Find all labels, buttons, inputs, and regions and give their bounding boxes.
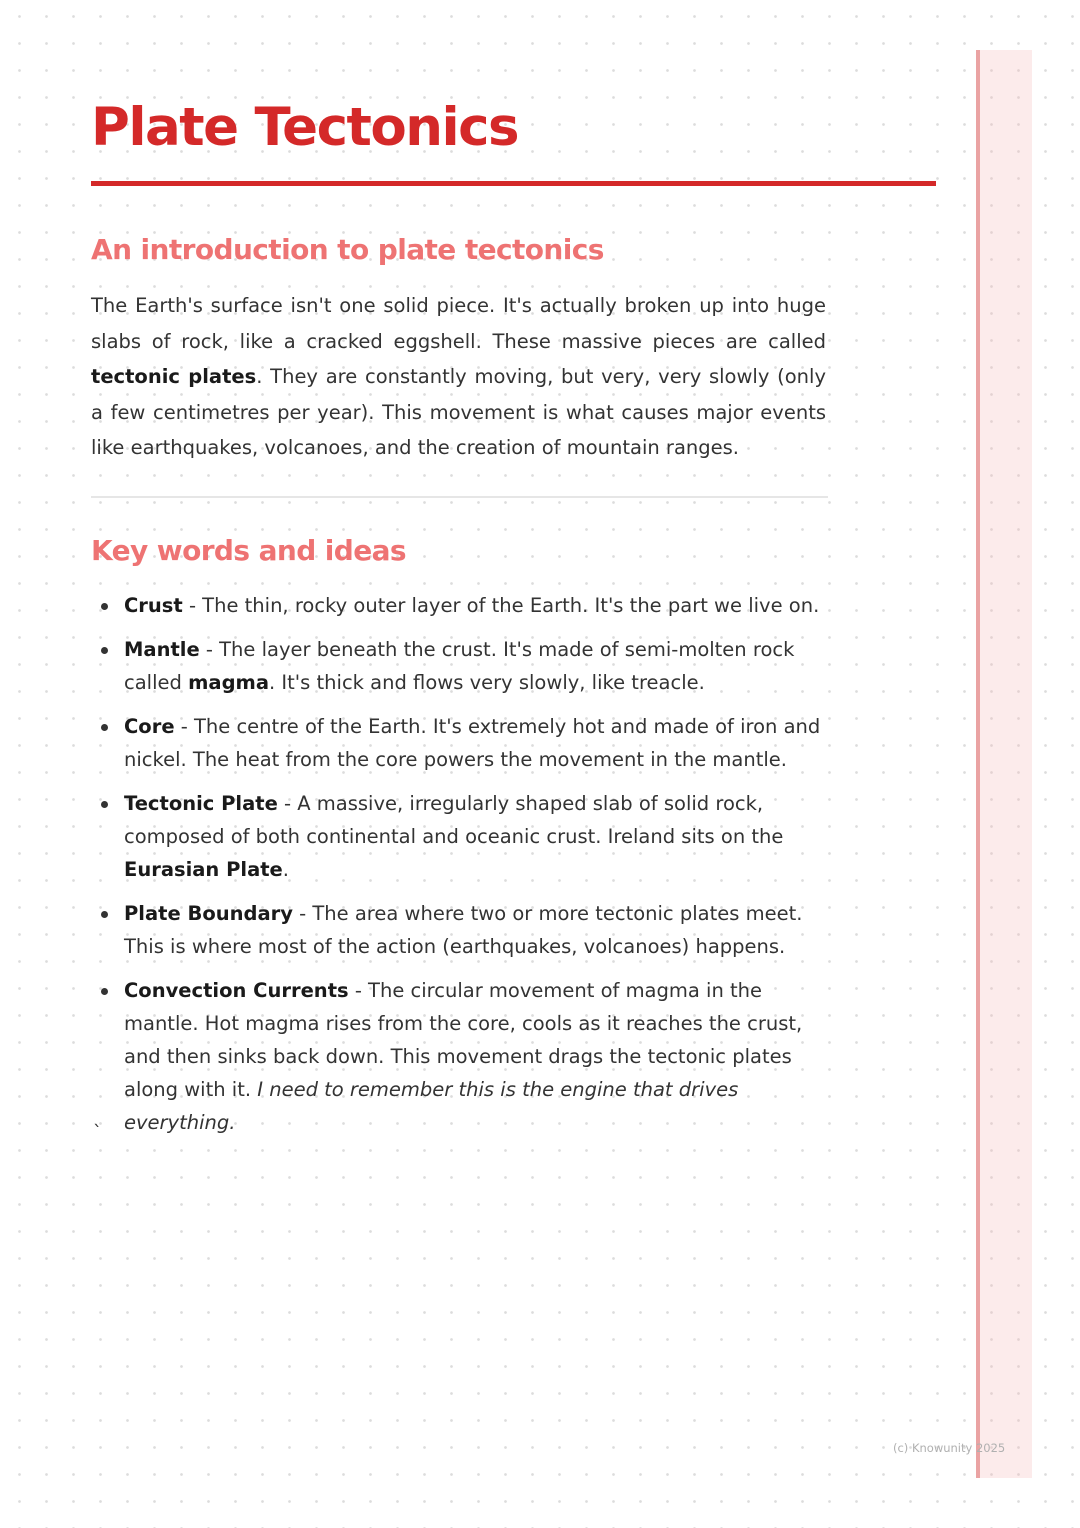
keyword-definition-end: .	[282, 858, 289, 881]
keyword-definition-end: . It's thick and flows very slowly, like treacle.	[269, 671, 705, 694]
keyword-list	[91, 589, 831, 1150]
keyword-term: Core	[124, 715, 175, 738]
keyword-item-plate-boundary	[91, 897, 831, 963]
intro-paragraph	[91, 288, 826, 466]
bullet-icon	[101, 801, 108, 808]
keyword-term: Crust	[124, 594, 183, 617]
keyword-item-crust	[91, 589, 831, 622]
keyword-definition: - A massive, irregularly shaped slab of solid rock, composed of both continental and oceanic crust. Ireland sits on the	[124, 792, 784, 848]
stray-mark: `	[93, 1122, 102, 1143]
section-divider	[91, 496, 828, 498]
keyword-definition: - The circular movement of magma in the mantle. Hot magma rises from the core, cools as it reaches the crust, and then sinks back down. This movement drags the tectonic plates along with it.	[124, 979, 803, 1101]
keyword-bold-term: Eurasian Plate	[124, 858, 283, 881]
keyword-item-core	[91, 710, 831, 776]
bullet-icon	[101, 988, 108, 995]
keyword-definition: - The centre of the Earth. It's extremely hot and made of iron and nickel. The heat from the core powers the movement in the mantle.	[124, 715, 821, 771]
title-underline	[91, 181, 936, 186]
keyword-term: Tectonic Plate	[124, 792, 278, 815]
keyword-definition: - The area where two or more tectonic plates meet. This is where most of the action (earthquakes, volcanoes) happens.	[124, 902, 803, 958]
keyword-item-tectonic-plate	[91, 787, 831, 886]
keyword-item-convection-currents	[91, 974, 831, 1139]
margin-band	[976, 50, 1032, 1478]
keyword-definition: - The layer beneath the crust. It's made of semi-molten rock called	[124, 638, 795, 694]
keyword-term: Convection Currents	[124, 979, 349, 1002]
bullet-icon	[101, 603, 108, 610]
intro-heading: An introduction to plate tectonics	[91, 233, 604, 266]
copyright-text: (c) Knowunity 2025	[893, 1441, 1006, 1455]
bullet-icon	[101, 647, 108, 654]
intro-text-after: . They are constantly moving, but very, very slowly (only a few centimetres per year). This movement is what causes major events like earthquakes, volcanoes, and the creation of mountain ranges.	[91, 365, 826, 459]
keyword-definition: - The thin, rocky outer layer of the Earth. It's the part we live on.	[182, 594, 820, 617]
keyword-item-mantle	[91, 633, 831, 699]
keyword-term: Plate Boundary	[124, 902, 293, 925]
intro-bold-term: tectonic plates	[91, 365, 257, 388]
bullet-icon	[101, 724, 108, 731]
keyword-term: Mantle	[124, 638, 200, 661]
keywords-heading: Key words and ideas	[91, 534, 406, 567]
keyword-italic-note: I need to remember this is the engine that drives everything.	[124, 1078, 739, 1134]
keyword-bold-term: magma	[188, 671, 270, 694]
bullet-icon	[101, 911, 108, 918]
page-title: Plate Tectonics	[91, 97, 519, 158]
intro-text-before: The Earth's surface isn't one solid piece. It's actually broken up into huge slabs of rock, like a cracked eggshell. These massive pieces are called	[91, 294, 826, 353]
